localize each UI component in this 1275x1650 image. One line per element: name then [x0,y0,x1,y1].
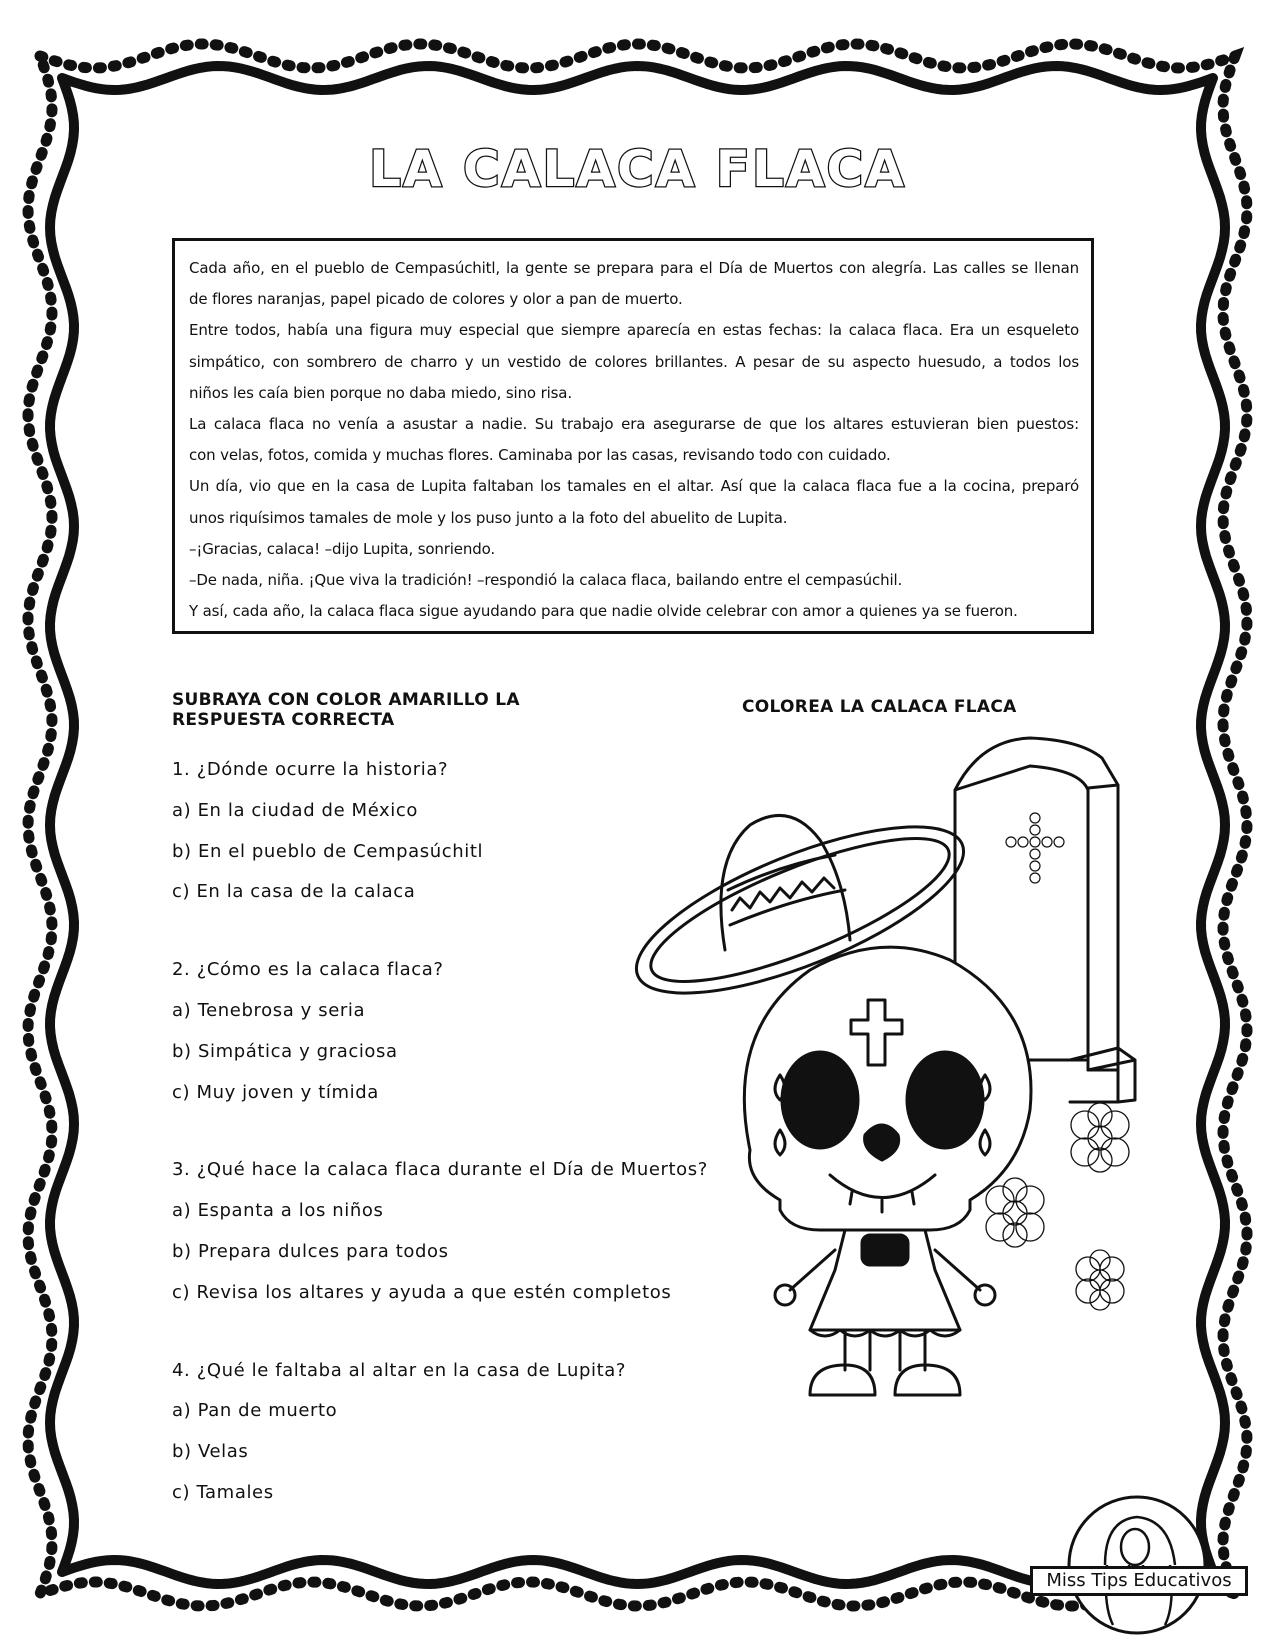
marigold-flower-icon [1071,1103,1129,1172]
story-line: Y así, cada año, la calaca flaca sigue ayudando para que nadie olvide celebrar con amor a quienes ya se fueron. [189,602,1018,621]
story-line: niños les caía bien porque no daba miedo, sino risa. [189,383,572,402]
question-text: 1. ¿Dónde ocurre la historia? [172,759,449,780]
question-block [172,750,708,913]
answer-option[interactable]: a) Espanta a los niños [172,1200,384,1222]
flower-cross-icon [1006,813,1064,883]
skeleton-body-icon [775,1230,995,1395]
question-text: 4. ¿Qué le faltaba al altar en la casa de Lupita? [172,1359,627,1381]
answer-option[interactable]: b) Simpática y graciosa [172,1040,398,1062]
answer-option[interactable]: b) En el pueblo de Cempasúchitl [172,840,484,862]
brand-label: Miss Tips Educativos [1030,1566,1248,1596]
story-line: simpático, con sombrero de charro y un vestido de colores brillantes. A pesar de su aspecto huesudo, a todos los [189,352,1079,371]
story-line: La calaca flaca no venía a asustar a nadie. Su trabajo era asegurarse de que los altares estuvieran bien puestos: [189,415,1079,434]
story-line: –De nada, niña. ¡Que viva la tradición! –respondió la calaca flaca, bailando entre el cempasúchil. [189,571,903,590]
skull-icon [744,947,1031,1230]
page-title: LA CALACA FLACA [369,140,906,198]
question-block [172,1351,708,1514]
answer-option[interactable]: a) En la ciudad de México [172,799,419,821]
marigold-flower-icon [986,1178,1044,1247]
story-box [172,238,1094,634]
question-text: 2. ¿Cómo es la calaca flaca? [172,959,444,981]
marigold-flower-icon [1076,1250,1124,1310]
story-line: unos riquísimos tamales de mole y los puso junto a la foto del abuelito de Lupita. [189,508,788,527]
coloring-heading: COLOREA LA CALACA FLACA [742,697,1017,717]
story-line: –¡Gracias, calaca! –dijo Lupita, sonriendo. [189,539,495,558]
answer-option[interactable]: c) Tamales [172,1481,274,1503]
answer-option[interactable]: a) Pan de muerto [172,1400,338,1422]
brand-logo [1025,1485,1265,1635]
answer-option[interactable]: c) En la casa de la calaca [172,881,416,903]
answer-option[interactable]: b) Velas [172,1441,249,1463]
story-line: Cada año, en el pueblo de Cempasúchitl, la gente se prepara para el Día de Muertos con alegría. Las calles se llenan [189,259,1079,277]
calaca-illustration [630,730,1190,1410]
story-line: Entre todos, había una figura muy especial que siempre aparecía en estas fechas: la calaca flaca. Era un esqueleto [189,321,1079,340]
answer-option[interactable]: b) Prepara dulces para todos [172,1240,449,1262]
story-line: con velas, fotos, comida y muchas flores. Caminaba por las casas, revisando todo con cuidado. [189,446,891,465]
story-line: Un día, vio que en la casa de Lupita faltaban los tamales en el altar. Así que la calaca flaca fue a la cocina, preparó [189,477,1079,496]
quiz [172,750,708,1551]
quiz-instructions-heading: SUBRAYA CON COLOR AMARILLO LA RESPUESTA CORRECTA [172,690,520,730]
answer-option[interactable]: c) Revisa los altares y ayuda a que estén completos [172,1281,672,1303]
answer-option[interactable]: a) Tenebrosa y seria [172,999,366,1021]
question-text: 3. ¿Qué hace la calaca flaca durante el Día de Muertos? [172,1159,708,1181]
answer-option[interactable]: c) Muy joven y tímida [172,1081,379,1103]
question-block [172,1150,708,1313]
story-line: de flores naranjas, papel picado de colores y olor a pan de muerto. [189,290,683,309]
question-block [172,950,708,1113]
